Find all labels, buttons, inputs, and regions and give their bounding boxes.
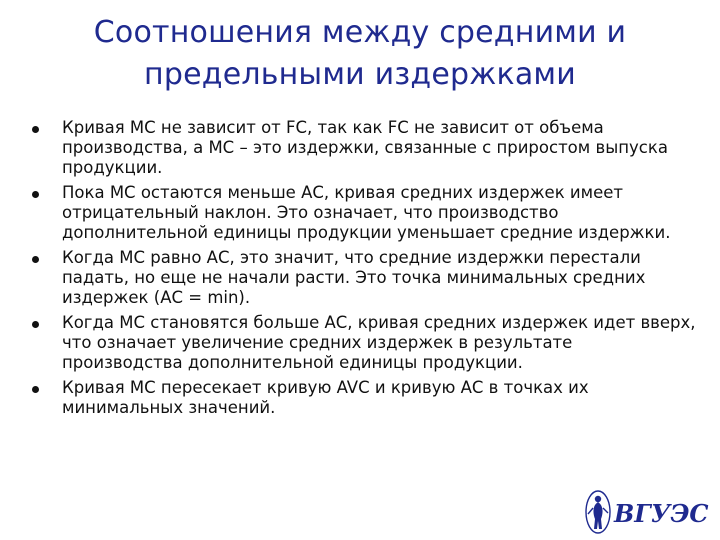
bullet-item-3: [28, 248, 698, 308]
university-logo: [574, 488, 709, 536]
figure-emblem-icon: [586, 491, 610, 533]
bullet-text-3: Когда МС равно АС, это значит, что средние издержки перестали падать, но еще не начали расти. Это точка минимальных средних издержек (АС = min).: [62, 248, 646, 307]
bullet-item-4: [28, 313, 698, 373]
bullet-list: [28, 118, 698, 423]
bullet-text-4: Когда МС становятся больше АС, кривая средних издержек идет вверх, что означает увеличение средних издержек в результате производства дополнительной единицы продукции.: [62, 313, 696, 372]
logo-text: ВГУЭС: [614, 499, 709, 528]
bullet-item-5: [28, 378, 698, 418]
bullet-dot-icon: [32, 191, 39, 198]
bullet-text-2: Пока МС остаются меньше АС, кривая средних издержек имеет отрицательный наклон. Это означает, что производство дополнительной единицы продукции уменьшает средние издержки.: [62, 183, 671, 242]
bullet-dot-icon: [32, 256, 39, 263]
bullet-item-1: [28, 118, 698, 178]
bullet-text-5: Кривая МС пересекает кривую AVC и кривую АС в точках их минимальных значений.: [62, 378, 589, 417]
bullet-dot-icon: [32, 126, 39, 133]
bullet-item-2: [28, 183, 698, 243]
bullet-text-1: Кривая МС не зависит от FC, так как FC не зависит от объема производства, а МС – это издержки, связанные с приростом выпуска продукции.: [62, 118, 668, 177]
slide-title: Соотношения между средними и предельными издержками: [93, 15, 627, 92]
bullet-dot-icon: [32, 321, 39, 328]
bullet-dot-icon: [32, 386, 39, 393]
